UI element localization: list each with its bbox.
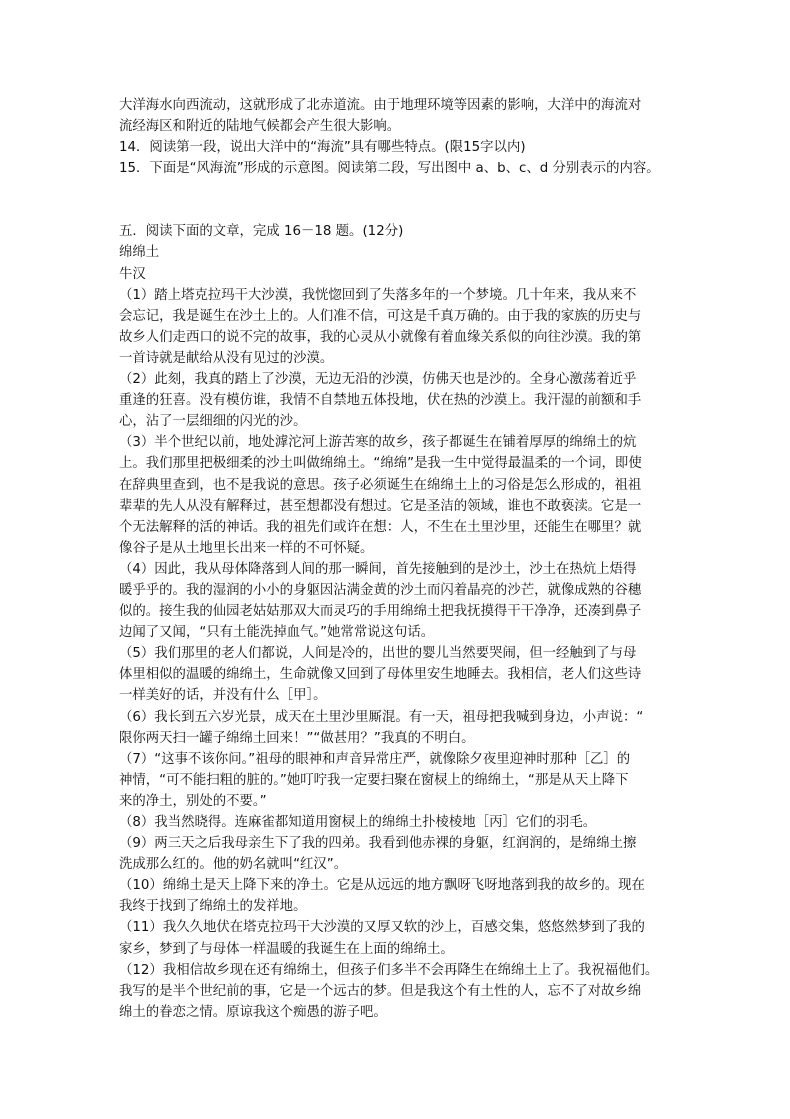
- paragraph-line: 绵土的眷恋之情。原谅我这个痴愚的游子吧。: [119, 1004, 387, 1020]
- paragraph-line: （4）因此，我从母体降落到人间的那一瞬间，首先接触到的是沙土，沙土在热炕上焐得: [119, 561, 637, 577]
- paragraph-line: 体里相似的温暖的绵绵土，生命就像又回到了母体里安生地睡去。我相信，老人们这些诗: [119, 667, 642, 683]
- paragraph-line: 上。我们那里把极细柔的沙土叫做绵绵土。“绵绵”是我一生中觉得最温柔的一个词，即使: [119, 456, 642, 472]
- paragraph-line: （5）我们那里的老人们都说，人间是冷的，出世的婴儿当然要哭闹，但一经触到了与母: [119, 646, 637, 662]
- paragraph-line: （8）我当然晓得。连麻雀都知道用窗棂上的绵绵土扑棱棱地［丙］它们的羽毛。: [119, 815, 597, 830]
- paragraph-6: [119, 707, 679, 749]
- paragraph-line: 故乡人们走西口的说不完的故事，我的心灵从小就像有着血缘关系似的向往沙漠。我的第: [119, 329, 642, 345]
- paragraph-1: [119, 285, 679, 369]
- paragraph-line: （2）此刻，我真的踏上了沙漠，无边无沿的沙漠，仿佛天也是沙的。全身心激荡着近乎: [119, 372, 637, 388]
- paragraph-7: [119, 749, 679, 812]
- paragraph-line: 我终于找到了绵绵土的发祥地。: [119, 899, 307, 915]
- paragraph-line: （7）“这事不该你问。”祖母的眼神和声音异常庄严，就像除夕夜里迎神时那种［乙］的: [119, 751, 631, 767]
- paragraph-line: （10）绵绵土是天上降下来的净土。它是从远远的地方飘呀飞呀地落到我的故乡的。现在: [119, 878, 645, 894]
- question-15: 15．下面是“风海流”形成的示意图。阅读第二段，写出图中 a、b、c、d 分别表示的内容。: [119, 161, 660, 177]
- intro-line: 流经海区和附近的陆地气候都会产生很大影响。: [119, 119, 401, 135]
- intro-block: [119, 95, 679, 137]
- paragraph-8: [119, 812, 679, 833]
- paragraph-line: （9）两三天之后我母亲生下了我的四弟。我看到他赤裸的身躯，红润润的，是绵绵土擦: [119, 836, 637, 852]
- intro-line: 大洋海水向西流动，这就形成了北赤道流。由于地理环境等因素的影响，大洋中的海流对: [119, 98, 642, 113]
- paragraph-line: 来的净土，别处的不要。”: [119, 793, 267, 809]
- paragraph-line: 重逢的狂喜。没有模仿谁，我情不自禁地五体投地，伏在热的沙漠上。我汗湿的前额和手: [119, 393, 642, 409]
- paragraph-line: （6）我长到五六岁光景，成天在土里沙里厮混。有一天，祖母把我喊到身边，小声说：“: [119, 709, 644, 725]
- paragraph-line: 在辞典里查到，也不是我说的意思。孩子必须诞生在绵绵土上的习俗是怎么形成的，祖祖: [119, 477, 642, 493]
- article-title: 绵绵土: [119, 245, 160, 261]
- paragraph-12: [119, 960, 679, 1023]
- paragraph-line: 像谷子是从土地里长出来一样的不可怀疑。: [119, 540, 374, 556]
- paragraph-line: 神情，“可不能扫粗的脏的。”她叮咛我一定要扫聚在窗棂上的绵绵土，“那是从天上降下: [119, 772, 629, 788]
- paragraph-10: [119, 875, 679, 917]
- paragraph-line: 会忘记，我是诞生在沙土上的。人们准不信，可这是千真万确的。由于我的家族的历史与: [119, 308, 642, 324]
- question-14: 14．阅读第一段，说出大洋中的“海流”具有哪些特点。(限15字以内): [119, 140, 526, 156]
- paragraph-line: 洗成那么红的。他的奶名就叫“红汉”。: [119, 857, 348, 873]
- paragraph-line: （1）踏上塔克拉玛干大沙漠，我恍惚回到了失落多年的一个梦境。几十年来，我从来不: [119, 287, 637, 303]
- paragraph-line: 一样美好的话，并没有什么［甲］。: [119, 688, 327, 704]
- paragraph-line: 似的。接生我的仙园老姑姑那双大而灵巧的手用绵绵土把我抚摸得干干净净，还凑到鼻子: [119, 604, 642, 620]
- paragraph-line: 限你两天扫一罐子绵绵土回来！”“做甚用？”我真的不明白。: [119, 730, 475, 746]
- paragraph-line: 一首诗就是献给从没有见过的沙漠。: [119, 350, 334, 366]
- article-author: 牛汉: [119, 266, 146, 282]
- paragraph-9: [119, 833, 679, 875]
- paragraph-5: [119, 643, 679, 706]
- paragraph-4: [119, 559, 679, 643]
- paragraph-line: 心，沾了一层细细的闪光的沙。: [119, 414, 307, 430]
- article-body: [119, 285, 679, 1023]
- paragraph-line: 辈辈的先人从没有解释过，甚至想都没有想过。它是圣洁的领域，谁也不敢亵渎。它是一: [119, 498, 642, 514]
- paragraph-line: 边闻了又闻，“只有土能洗掉血气。”她常常说这句话。: [119, 625, 435, 641]
- paragraph-line: 暖乎乎的。我的湿润的小小的身躯因沾满金黄的沙土而闪着晶亮的沙芒，就像成熟的谷穗: [119, 582, 642, 598]
- paragraph-11: [119, 917, 679, 959]
- document-page: [119, 95, 679, 1023]
- paragraph-2: [119, 369, 679, 432]
- paragraph-line: （3）半个世纪以前，地处滹沱河上游苦寒的故乡，孩子都诞生在铺着厚厚的绵绵土的炕: [119, 435, 637, 451]
- paragraph-line: （12）我相信故乡现在还有绵绵土，但孩子们多半不会再降生在绵绵土上了。我祝福他们。: [119, 962, 659, 978]
- diagram-space: [119, 179, 679, 221]
- paragraph-line: 我写的是半个世纪前的事，它是一个远古的梦。但是我这个有土性的人，忘不了对故乡绵: [119, 983, 642, 999]
- paragraph-line: （11）我久久地伏在塔克拉玛干大沙漠的又厚又软的沙上，百感交集，悠悠然梦到了我的: [119, 920, 645, 936]
- paragraph-line: 家乡，梦到了与母体一样温暖的我诞生在上面的绵绵土。: [119, 941, 454, 957]
- paragraph-line: 个无法解释的活的神话。我的祖先们或许在想：人，不生在土里沙里，还能生在哪里？就: [119, 519, 642, 535]
- section-heading: 五．阅读下面的文章，完成 16－18 题。(12分): [119, 224, 404, 240]
- paragraph-3: [119, 432, 679, 559]
